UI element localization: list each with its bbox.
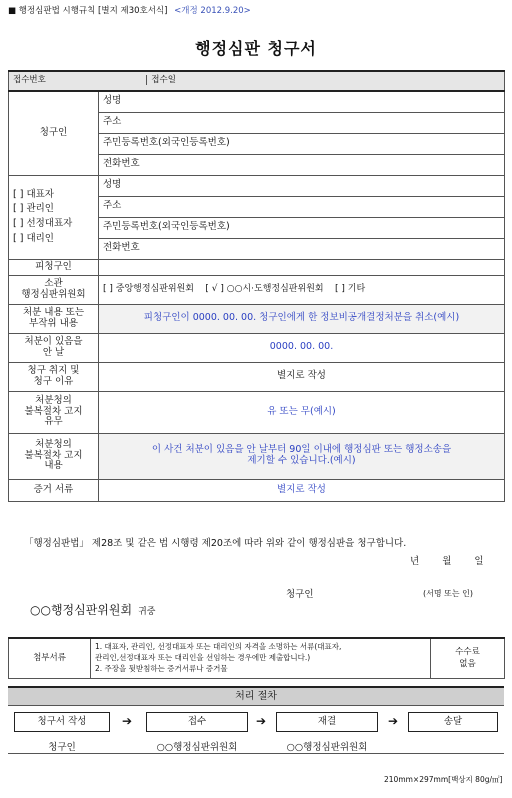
notice-given-value[interactable]: 유 또는 무(예시) [99,391,505,433]
option-selected-representative[interactable]: [ ] 선정대표자 [13,218,73,229]
respondent-field[interactable] [99,259,505,275]
step-write-petition: 청구서 작성 [14,712,110,732]
page-title: 행정심판 청구서 [195,39,317,58]
committee-options[interactable]: [ ] 중앙행정심판위원회 [ √ ] ○○시·도행정심판위원회 [ ] 기타 [99,275,505,304]
signer-label: 청구인 [286,589,314,600]
addressee-suffix: 귀중 [138,607,156,617]
evidence-value[interactable]: 별지로 작성 [99,479,505,501]
declaration: 「행정심판법」 제28조 및 같은 법 시행령 제20조에 따라 위와 같이 행정심판을 청구합니다. [24,538,407,549]
sign-mark[interactable]: (서명 또는 인) [423,589,473,598]
disposition-label: 처분 내용 또는 부작위 내용 [9,304,99,333]
step-delivery: 송달 [408,712,498,732]
arrow-right-icon: ➔ [256,714,267,728]
addressee [30,601,155,618]
rep-address-field[interactable]: 주소 [99,196,505,217]
option-agent[interactable]: [ ] 대리인 [13,232,54,244]
rep-id-field[interactable]: 주민등록번호(외국인등록번호) [99,217,505,238]
actor-committee-decision: ○○행정심판위원회 [286,742,368,753]
attachments-table [8,637,505,679]
fee-box: 수수료 없음 [431,638,505,678]
date-line[interactable]: 년 월 일 [410,556,484,567]
applicant-address-field[interactable]: 주소 [99,112,505,133]
receipt-date-label: 접수일 [146,75,176,85]
revision-date: <개정 2012.9.20> [174,6,251,16]
committee-label: 소관 행정심판위원회 [9,275,99,304]
applicant-name-field[interactable]: 성명 [99,91,505,112]
applicant-id-field[interactable]: 주민등록번호(외국인등록번호) [99,133,505,154]
option-representative[interactable]: [ ] 대표자 [13,188,54,200]
paper-size-note: 210mm×297mm[백상지 80g/㎡] [384,775,503,784]
receipt-number-label: 접수번호 [13,75,46,86]
rep-phone-field[interactable]: 전화번호 [99,238,505,259]
known-date-label: 처분이 있음을 안 날 [9,333,99,362]
process-title: 처리 절차 [8,686,504,706]
law-reference: ■ 행정심판법 시행규칙 [별지 제30호서식] [8,6,168,16]
attachments-text: 1. 대표자, 관리인, 선정대표자 또는 대리인의 자격을 소명하는 서류(대표자, 관리인,선정대표자 또는 대리인을 선임하는 경우에만 제출합니다.) 2. 주장을 뒷받침하는 증거서류나 증거물 [91,638,431,678]
step-decision: 재결 [276,712,378,732]
rep-name-field[interactable]: 성명 [99,175,505,196]
notice-content-value[interactable]: 이 사건 처분이 있음을 안 날부터 90일 이내에 행정심판 또는 행정소송을 제기할 수 있습니다.(예시) [99,433,505,479]
evidence-label: 증거 서류 [9,479,99,501]
notice-content-label: 처분청의 불복절차 고지 내용 [9,433,99,479]
receipt-row [9,71,505,91]
known-date-value[interactable]: 0000. 00. 00. [99,333,505,362]
actor-committee-receipt: ○○행정심판위원회 [156,742,238,753]
applicant-phone-field[interactable]: 전화번호 [99,154,505,175]
addressee-name: ○○행정심판위원회 [30,603,133,617]
respondent-label: 피청구인 [9,259,99,275]
form-header [8,4,251,16]
disposition-value[interactable]: 피청구인이 0000. 00. 00. 청구인에게 한 정보비공개결정처분을 취소(예시) [99,304,505,333]
applicant-label: 청구인 [9,91,99,175]
attachments-label: 첨부서류 [9,638,91,678]
process-flow [8,706,504,754]
arrow-right-icon: ➔ [122,714,133,728]
purpose-label: 청구 취지 및 청구 이유 [9,362,99,391]
option-manager[interactable]: [ ] 관리인 [13,203,54,215]
arrow-right-icon: ➔ [388,714,399,728]
actor-applicant: 청구인 [48,742,76,753]
step-receipt: 접수 [146,712,248,732]
petition-table [8,70,505,502]
purpose-value[interactable]: 별지로 작성 [99,362,505,391]
notice-given-label: 처분청의 불복절차 고지 유무 [9,391,99,433]
